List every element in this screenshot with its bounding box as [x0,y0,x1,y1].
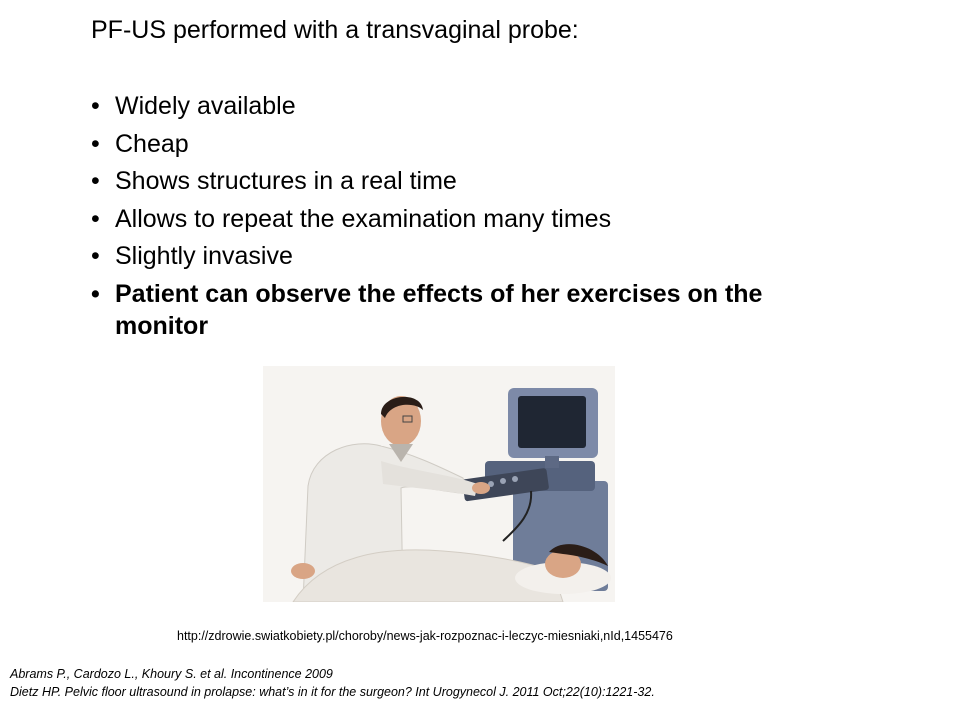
reference-item: Abrams P., Cardozo L., Khoury S. et al. Incontinence 2009 [10,667,333,681]
bullet-item [91,90,811,122]
bullet-dot: • [91,92,100,120]
bullet-dot: • [91,167,100,195]
bullet-text: Widely available [115,92,296,120]
bullet-dot: • [91,279,100,308]
bullet-text: Cheap [115,129,189,158]
bullet-item [91,203,811,235]
bullet-item [91,240,811,272]
bullet-text: Slightly invasive [115,242,293,270]
bullet-item [91,128,811,160]
slide-heading: PF-US performed with a transvaginal probe: [91,16,579,44]
bullet-dot: • [91,129,100,158]
reference-item: Dietz HP. Pelvic floor ultrasound in prolapse: what’s in it for the surgeon? Int Urogynecol J. 2011 Oct;22(10):1221-32. [10,685,655,699]
bullet-text: Allows to repeat the examination many times [115,204,612,233]
bullet-dot: • [91,204,100,233]
bullet-list [91,90,811,347]
ultrasound-exam-photo [263,366,615,602]
bullet-item-emphasized [91,278,811,342]
bullet-item [91,165,811,197]
bullet-dot: • [91,242,100,270]
references [10,665,655,701]
bullet-text: Shows structures in a real time [115,167,457,195]
source-url: http://zdrowie.swiatkobiety.pl/choroby/news-jak-rozpoznac-i-leczyc-miesniaki,nId,1455476 [177,629,673,643]
bullet-text: Patient can observe the effects of her exercises on the monitor [115,279,763,340]
